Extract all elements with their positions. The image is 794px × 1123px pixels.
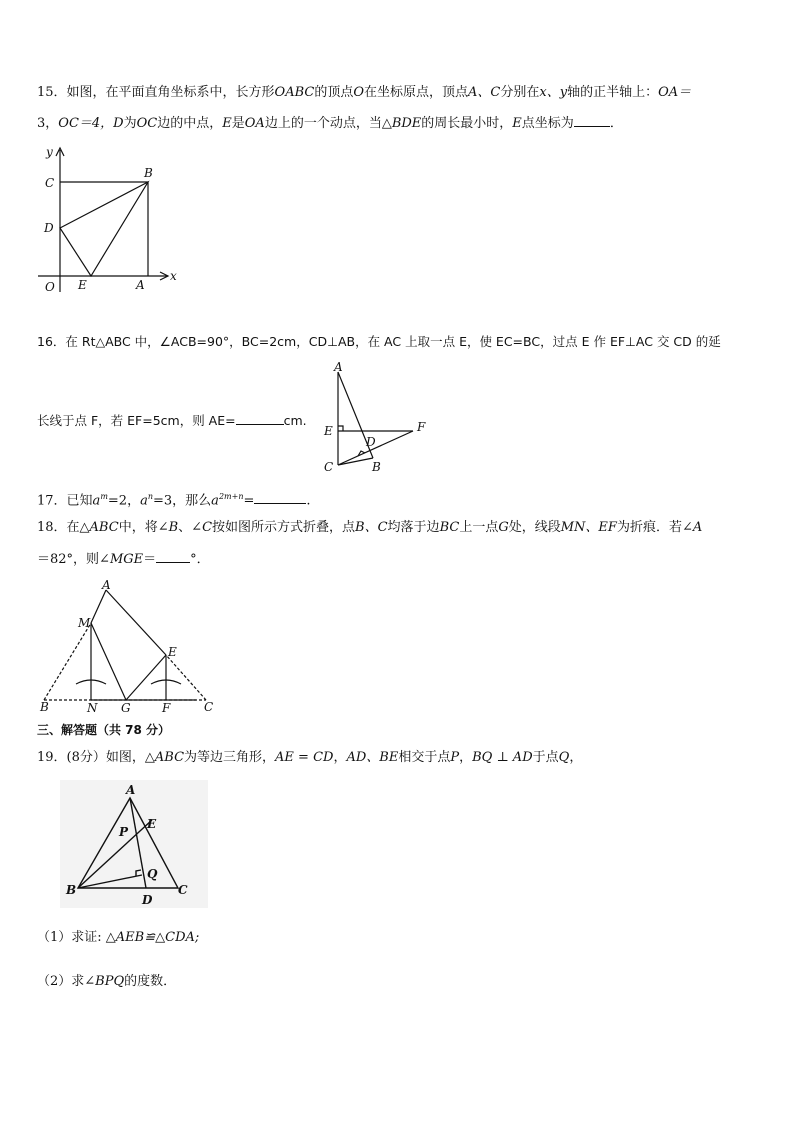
answer-blank xyxy=(574,114,610,127)
q19-var: △AEB≌△CDA; xyxy=(105,930,200,945)
q18-text: ＝82°，则∠ xyxy=(37,552,110,567)
q18-line2 xyxy=(37,550,210,569)
label-b: B xyxy=(66,883,77,897)
label-n: N xyxy=(87,701,98,715)
q18-text: 18．在△ xyxy=(37,520,90,535)
label-o: O xyxy=(45,280,55,294)
side-ae xyxy=(106,590,166,655)
q18-text: 、∠ xyxy=(178,520,203,535)
label-a: A xyxy=(102,578,111,592)
q18-text: 均落于边 xyxy=(387,520,440,535)
label-q: Q xyxy=(147,867,158,881)
label-f: F xyxy=(162,701,171,715)
label-a: A xyxy=(126,783,136,797)
q15-text: 的周长最小时， xyxy=(421,116,513,131)
q16-line2 xyxy=(37,412,307,430)
q18-text: ＝ xyxy=(143,552,157,567)
q18-var: B xyxy=(168,520,179,535)
q17-line xyxy=(37,488,311,510)
q19-text: （1）求证: xyxy=(37,930,106,945)
label-a: A xyxy=(136,278,145,292)
q15-e: E xyxy=(222,116,232,131)
label-m: M xyxy=(78,616,91,630)
q19-text: 的度数． xyxy=(124,974,177,989)
q18-var: MGE xyxy=(109,552,144,567)
q17-text: 17．已知 xyxy=(37,493,93,509)
label-e: E xyxy=(147,817,157,831)
label-c: C xyxy=(204,700,214,714)
q18-var: ABC xyxy=(89,520,119,535)
q15-figure xyxy=(36,142,186,302)
q17-text: . xyxy=(306,493,311,509)
label-e: E xyxy=(78,278,87,292)
label-c: C xyxy=(178,883,188,897)
q15-text: 的顶点 xyxy=(314,85,354,100)
q19-var: AE = CD xyxy=(275,750,334,765)
q17-exp: 2m+n xyxy=(218,492,244,501)
label-b: B xyxy=(372,460,381,474)
label-d: D xyxy=(366,435,376,449)
triangle-bde xyxy=(60,182,148,276)
segment-be xyxy=(78,820,152,888)
q17-exp: n xyxy=(147,492,153,501)
q15-oceq: OC＝4， xyxy=(58,116,114,131)
q15-text: 轴的正半轴上： xyxy=(567,85,659,100)
q17-var: a xyxy=(211,493,219,509)
q19-text: 相交于点 xyxy=(398,750,451,765)
q19-var: ∠BPQ xyxy=(84,974,125,989)
label-d: D xyxy=(44,221,54,235)
q17-text: = xyxy=(243,493,255,509)
q18-text: 处，线段 xyxy=(508,520,561,535)
right-angle-e xyxy=(338,426,343,431)
q19-var: AD、BE xyxy=(346,750,399,765)
answer-blank xyxy=(236,412,284,425)
q19-text: （2）求 xyxy=(37,974,85,989)
q15-line2 xyxy=(37,114,623,133)
answer-blank xyxy=(254,491,306,504)
q15-oabc: OABC xyxy=(274,85,315,100)
q16-text: 长线于点 F，若 EF=5cm，则 AE= xyxy=(37,413,236,428)
q16-line1: 16．在 Rt△ABC 中，∠ACB=90°，BC=2cm，CD⊥AB，在 AC 上取一点 E，使 EC=BC，过点 E 作 EF⊥AC 交 CD 的延 xyxy=(37,334,721,349)
q15-oaeq: OA＝ xyxy=(658,85,692,100)
q16-text: cm. xyxy=(283,413,307,428)
q19-text: ， xyxy=(333,750,347,765)
q15-text: 3， xyxy=(37,116,59,131)
answer-blank xyxy=(156,550,190,563)
q15-d: D xyxy=(113,116,124,131)
label-e: E xyxy=(168,645,177,659)
label-b: B xyxy=(144,166,153,180)
q19-part2 xyxy=(37,973,176,991)
q15-ac: A、C xyxy=(468,85,501,100)
q18-var: G xyxy=(498,520,509,535)
label-b: B xyxy=(40,700,49,714)
label-c: C xyxy=(324,460,334,474)
q15-text: 15．如图，在平面直角坐标系中，长方形 xyxy=(37,85,275,100)
section-heading: 三、解答题（共 78 分） xyxy=(37,723,171,737)
q16-figure xyxy=(318,360,438,480)
segment-eg xyxy=(126,655,166,700)
label-d: D xyxy=(142,893,153,907)
q17-exp: m xyxy=(100,492,108,501)
q18-var: A xyxy=(692,520,703,535)
q15-oa: OA xyxy=(244,116,265,131)
q19-text: 于点 xyxy=(532,750,559,765)
q18-var: C xyxy=(202,520,213,535)
q18-figure xyxy=(36,580,226,715)
q19-var: Q xyxy=(558,750,570,765)
q19-text: 为等边三角形， xyxy=(184,750,276,765)
q19-text: ， xyxy=(459,750,473,765)
segment-mg xyxy=(91,623,126,700)
q18-text: °． xyxy=(190,552,210,567)
label-e: E xyxy=(324,424,333,438)
q18-text: 按如图所示方式折叠，点 xyxy=(212,520,356,535)
q18-var: BC xyxy=(439,520,460,535)
q18-var: MN、EF xyxy=(560,520,617,535)
side-cb xyxy=(338,458,373,465)
q19-text: 19．(8分）如图， xyxy=(37,750,145,765)
label-p: P xyxy=(119,825,129,839)
q18-line1 xyxy=(37,519,702,537)
q15-o: O xyxy=(353,85,365,100)
label-c: C xyxy=(45,176,55,190)
q17-text: =2， xyxy=(107,493,141,509)
q17-var: a xyxy=(140,493,148,509)
q15-oc: OC xyxy=(136,116,158,131)
q19-var: △ABC xyxy=(144,750,185,765)
q19-figure xyxy=(60,780,210,910)
label-y: y xyxy=(46,145,53,159)
q15-text: 点坐标为 xyxy=(521,116,574,131)
q17-text: =3，那么 xyxy=(153,493,212,509)
q18-text: 中，将∠ xyxy=(118,520,169,535)
q19-part1 xyxy=(37,929,199,947)
q18-text: 为折痕．若∠ xyxy=(616,520,693,535)
q15-text: ． xyxy=(609,116,623,131)
q15-text: 在坐标原点，顶点 xyxy=(364,85,469,100)
label-a: A xyxy=(334,360,343,374)
q18-var: B、C xyxy=(355,520,388,535)
label-g: G xyxy=(121,701,131,715)
segment-ad xyxy=(130,798,146,888)
side-am xyxy=(91,590,106,623)
q15-text: 是 xyxy=(231,116,245,131)
q19-text: ， xyxy=(569,750,583,765)
q17-var: a xyxy=(92,493,101,509)
q19-var: BQ ⊥ AD xyxy=(472,750,533,765)
q15-text: 边的中点， xyxy=(157,116,223,131)
q15-bde: BDE xyxy=(391,116,422,131)
q19-line1 xyxy=(37,749,582,767)
segment-bq xyxy=(78,875,142,888)
dashed-ce xyxy=(166,655,206,700)
q19-var: P xyxy=(450,750,460,765)
dashed-bm xyxy=(44,623,91,700)
q15-e2: E xyxy=(512,116,522,131)
q15-line1 xyxy=(37,84,691,102)
q15-text: 为 xyxy=(123,116,137,131)
q15-text: 分别在 xyxy=(500,85,540,100)
label-f: F xyxy=(417,420,426,434)
label-x: x xyxy=(170,269,177,283)
q18-text: 上一点 xyxy=(459,520,499,535)
q15-text: 边上的一个动点，当△ xyxy=(264,116,392,131)
q15-xy: x、y xyxy=(539,85,568,100)
